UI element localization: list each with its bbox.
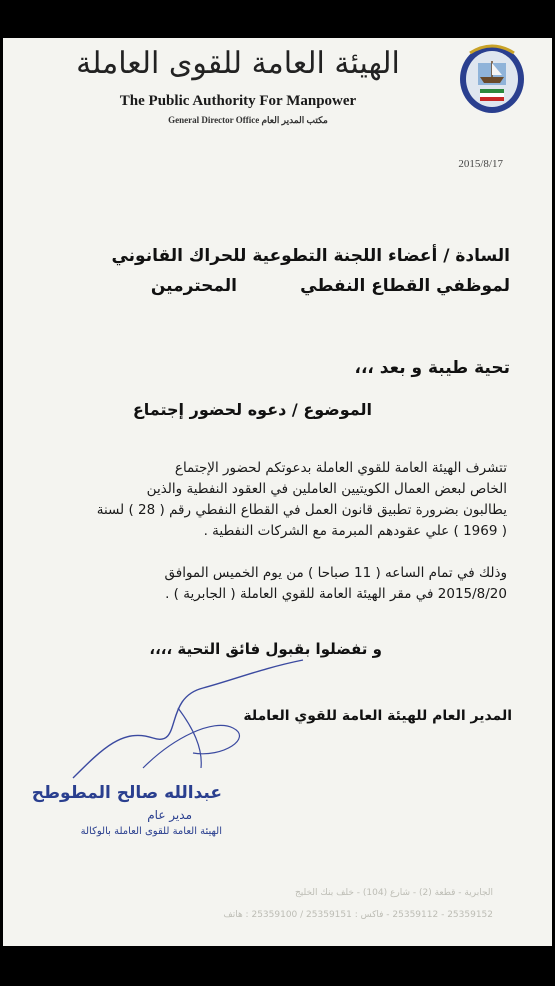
paragraph-line: الخاص لبعض العمال الكويتيين العاملين في العقود النفطية والذين <box>146 481 507 497</box>
office-label: General Director Office مكتب المدير العام <box>168 115 328 125</box>
org-name-english: The Public Authority For Manpower <box>119 93 357 109</box>
paragraph-line: 2015/8/20 في مقر الهيئة العامة للقوي العاملة ( الجابرية ) . <box>165 586 507 602</box>
paragraph-invitation <box>97 458 507 542</box>
letter-page <box>3 38 552 946</box>
letter-date: 2015/8/17 <box>458 158 503 170</box>
signatory-title: المدير العام للهيئة العامة للقوي العاملة <box>243 708 512 724</box>
footer-address: الجابرية - قطعة (2) - شارع (104) - خلف بنك الخليج <box>294 888 493 898</box>
kuwait-emblem-icon <box>458 43 526 118</box>
paragraph-line: تتشرف الهيئة العامة للقوي العاملة بدعوتكم لحضور الإجتماع <box>174 460 507 476</box>
recipient-honorific: المحترمين <box>150 276 237 296</box>
footer-phones: 25359152 - 25359112 - فاكس : 25359151 / 25359100 : هاتف <box>223 910 493 920</box>
paragraph-meeting-time <box>165 563 508 605</box>
greeting: تحية طيبة و بعد ،،، <box>354 358 510 378</box>
org-name-arabic: الهيئة العامة للقوى العاملة <box>76 46 400 81</box>
subject-line: الموضوع / دعوه لحضور إجتماع <box>132 400 372 419</box>
paragraph-line: ( 1969 ) علي عقودهم المبرمة مع الشركات النفطية . <box>203 523 507 539</box>
stamp-name: عبدالله صالح المطوطح <box>31 783 222 803</box>
closing-line: و تفضلوا بقبول فائق التحية ،،،، <box>149 640 382 658</box>
stamp-role: مدير عام <box>147 808 192 822</box>
recipient-line-1: السادة / أعضاء اللجنة التطوعية للحراك القانوني <box>111 246 510 266</box>
recipient-line-2: لموظفي القطاع النفطي <box>300 276 510 296</box>
paragraph-line: وذلك في تمام الساعه ( 11 صباحا ) من يوم الخميس الموافق <box>164 565 507 581</box>
paragraph-line: يطالبون بضرورة تطبيق قانون العمل في القطاع النفطي رقم ( 28 ) لسنة <box>96 502 507 518</box>
stamp-org: الهيئة العامة للقوى العاملة بالوكالة <box>80 826 222 837</box>
